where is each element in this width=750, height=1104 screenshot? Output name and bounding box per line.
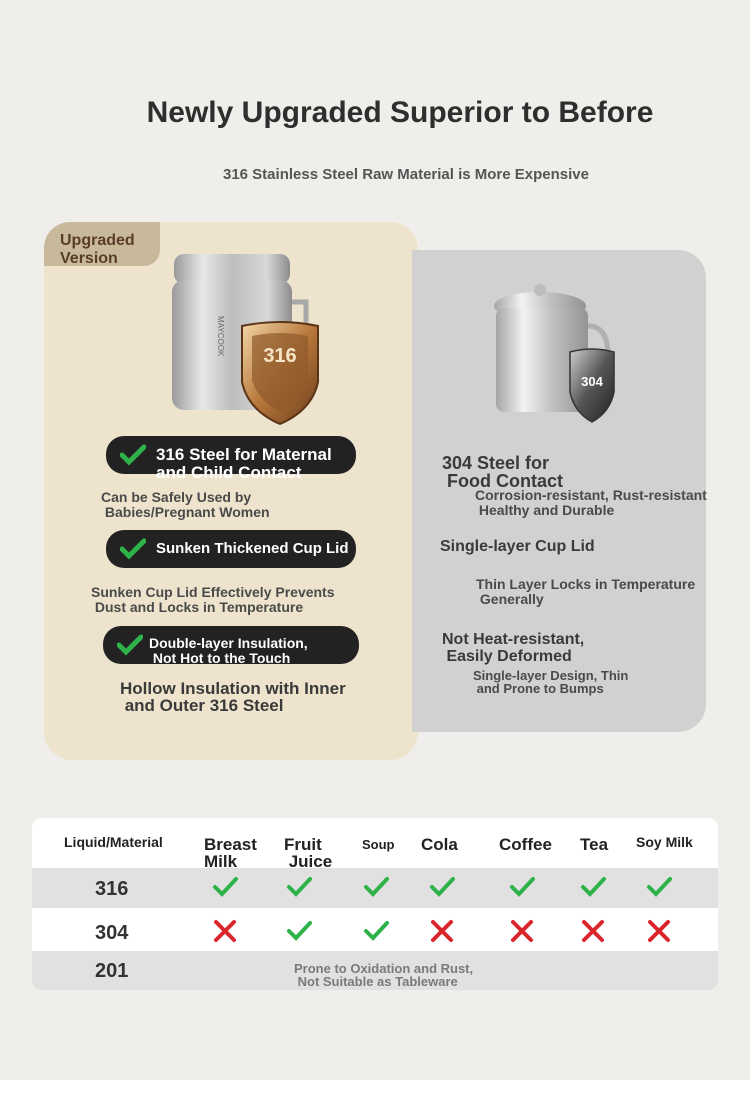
row-label-201: 201 — [95, 960, 129, 982]
table-header-breast-milk: Breast Milk — [204, 835, 257, 871]
old-feature-title-304-steel: 304 Steel for Food Contact — [442, 453, 563, 491]
feature-desc-double-layer: Hollow Insulation with Inner and Outer 316 Steel — [120, 679, 346, 715]
page-footer-strip — [0, 1080, 750, 1104]
table-header-soup: Soup — [362, 837, 395, 852]
upgraded-badge-label: Upgraded Version — [60, 232, 135, 267]
cross-icon — [429, 918, 455, 944]
feature-pill-sunken-lid — [106, 530, 356, 568]
cup-brand-text: MAYCOOK — [216, 316, 225, 357]
check-icon — [580, 874, 606, 900]
comparison-table — [32, 818, 718, 990]
old-feature-desc-304-steel: Corrosion-resistant, Rust-resistant Healthy and Durable — [475, 487, 707, 518]
check-icon — [120, 444, 146, 466]
cup-304-image — [488, 278, 638, 428]
old-feature-desc-heat: Single-layer Design, Thin and Prone to Bumps — [473, 668, 629, 696]
shield-316-number: 316 — [263, 345, 297, 367]
row-201-note: Prone to Oxidation and Rust, Not Suitable as Tableware — [294, 961, 474, 989]
check-icon — [363, 874, 389, 900]
check-icon — [120, 538, 146, 560]
feature-pill-316-steel — [106, 436, 356, 482]
row-label-316: 316 — [95, 878, 129, 900]
feature-desc-sunken-lid: Sunken Cup Lid Effectively Prevents Dust and Locks in Temperature — [91, 584, 335, 615]
cross-icon — [646, 918, 672, 944]
table-header-coffee: Coffee — [499, 835, 552, 854]
table-header-cola: Cola — [421, 835, 458, 854]
table-header-soy-milk: Soy Milk — [636, 834, 693, 850]
shield-304-number: 304 — [581, 374, 603, 389]
feature-pill-label: 316 Steel for Maternal and Child Contact — [156, 445, 332, 482]
table-header-fruit-juice: Fruit Juice — [284, 835, 333, 871]
feature-pill-double-layer — [103, 626, 359, 664]
table-header-material: Liquid/Material — [64, 834, 163, 850]
feature-pill-label: Sunken Thickened Cup Lid — [156, 540, 349, 557]
check-icon — [117, 634, 143, 656]
page-subtitle: 316 Stainless Steel Raw Material is More Expensive — [222, 166, 589, 183]
check-icon — [429, 874, 455, 900]
table-header-tea: Tea — [580, 835, 609, 854]
cross-icon — [580, 918, 606, 944]
check-icon — [212, 874, 238, 900]
page-title: Newly Upgraded Superior to Before — [146, 96, 654, 129]
old-feature-desc-lid: Thin Layer Locks in Temperature Generally — [476, 576, 696, 607]
cross-icon — [212, 918, 238, 944]
check-icon — [646, 874, 672, 900]
check-icon — [509, 874, 535, 900]
feature-pill-label: Double-layer Insulation, Not Hot to the Touch — [149, 635, 308, 666]
row-label-304: 304 — [95, 922, 129, 944]
check-icon — [286, 918, 312, 944]
feature-desc-316-steel: Can be Safely Used by Babies/Pregnant Women — [101, 489, 270, 520]
old-feature-title-lid: Single-layer Cup Lid — [440, 538, 595, 555]
cross-icon — [509, 918, 535, 944]
cup-316-image — [160, 250, 330, 430]
check-icon — [286, 874, 312, 900]
check-icon — [363, 918, 389, 944]
old-feature-title-heat: Not Heat-resistant, Easily Deformed — [442, 631, 585, 665]
